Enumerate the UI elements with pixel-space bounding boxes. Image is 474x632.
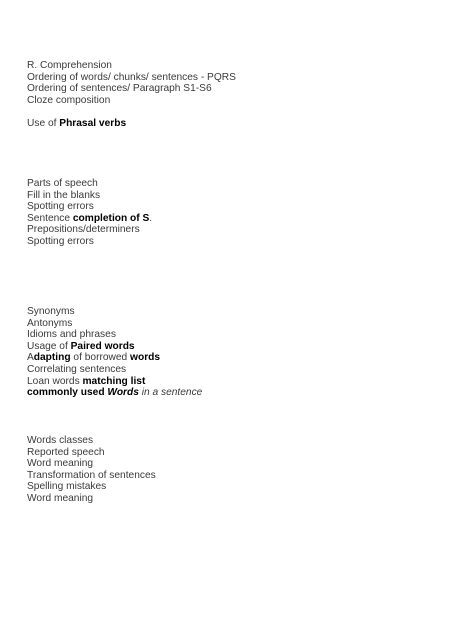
item-word-classes: Words classes	[27, 435, 94, 446]
section-vocabulary	[27, 306, 202, 399]
item-spotting-errors: Spotting errors	[27, 235, 94, 247]
item-sentence-completion	[27, 213, 152, 225]
item-spelling-mistakes: Spelling mistakes	[27, 481, 107, 493]
sentence-completion-bold: completion of S	[72, 212, 150, 224]
item-commonly-used-words	[27, 387, 202, 399]
item-ordering-sentences: Ordering of sentences/ Paragraph S1-S6	[27, 83, 212, 95]
paired-prefix: Usage of	[27, 340, 71, 352]
item-word-meaning: Word meaning	[27, 492, 94, 504]
adapting-mid: of borrowed	[70, 352, 131, 364]
item-synonyms: Synonyms	[27, 306, 75, 317]
item-ordering-words: Ordering of words/ chunks/ sentences - PQRS	[27, 71, 236, 83]
item-fill-blanks: Fill in the blanks	[27, 189, 101, 201]
item-antonyms: Antonyms	[27, 317, 73, 329]
section-comprehension	[27, 60, 236, 130]
phrasal-prefix: Use of	[27, 117, 60, 129]
sentence-completion-prefix: Sentence	[27, 212, 73, 224]
item-reported-speech: Reported speech	[27, 446, 105, 458]
section-grammar	[27, 178, 152, 248]
item-phrasal-verbs	[27, 118, 236, 130]
item-r-comprehension: R. Comprehension	[27, 60, 112, 71]
adapting-a: A	[27, 352, 34, 364]
common-bold: commonly used	[27, 387, 108, 399]
item-transformation: Transformation of sentences	[27, 469, 156, 481]
adapting-bold: dapting	[33, 352, 71, 364]
item-prepositions: Prepositions/determiners	[27, 224, 140, 236]
sentence-completion-suffix: .	[149, 212, 153, 224]
item-spotting-errors: Spotting errors	[27, 201, 94, 213]
item-parts-of-speech: Parts of speech	[27, 178, 98, 189]
item-idioms: Idioms and phrases	[27, 329, 116, 341]
item-loan-words	[27, 376, 202, 388]
phrasal-bold: Phrasal verbs	[59, 117, 127, 129]
section-usage	[27, 435, 156, 505]
common-italic: in a sentence	[138, 387, 203, 399]
blank-line	[27, 106, 236, 118]
item-correlating-sentences: Correlating sentences	[27, 363, 127, 375]
paired-bold: Paired words	[70, 340, 135, 352]
item-paired-words	[27, 341, 202, 353]
loan-prefix: Loan words	[27, 375, 83, 387]
item-adapting-borrowed-words	[27, 352, 202, 364]
adapting-bold-words: words	[130, 352, 161, 364]
loan-bold: matching list	[82, 375, 146, 387]
item-word-meaning: Word meaning	[27, 458, 94, 470]
common-bold-italic: Words	[107, 387, 139, 399]
item-cloze-composition: Cloze composition	[27, 94, 111, 106]
